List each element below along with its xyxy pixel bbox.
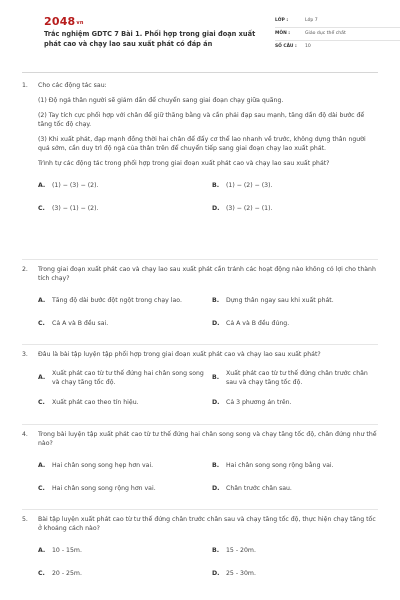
option-text: (3) − (1) − (2).	[52, 204, 99, 212]
logo-text: 2048	[44, 15, 76, 28]
meta-value: 10	[305, 44, 311, 50]
option-letter: A.	[38, 181, 46, 189]
option-letter: A.	[38, 374, 46, 382]
question-number: 1.	[22, 82, 28, 89]
option-text: Cả 3 phương án trên.	[226, 398, 292, 406]
option-letter: B.	[212, 546, 220, 554]
option-a[interactable]	[38, 455, 204, 478]
question-2	[22, 266, 378, 336]
site-logo[interactable]	[44, 14, 84, 30]
option-d[interactable]	[212, 198, 378, 221]
option-text: Xuất phát cao theo tín hiệu.	[52, 398, 139, 406]
option-letter: C.	[38, 484, 45, 492]
options	[38, 175, 378, 221]
meta-row-subject	[275, 28, 400, 41]
meta-value: Lớp 7	[305, 17, 318, 23]
option-text: Cả A và B đều đúng.	[226, 319, 290, 327]
option-text: Hai chân song song rộng hơn vai.	[52, 484, 156, 492]
option-text: Dựng thân ngay sau khi xuất phát.	[226, 296, 334, 304]
meta-row-count	[275, 41, 400, 54]
option-text: Tăng độ dài bước đột ngột trong chạy lao.	[52, 296, 182, 304]
question-separator	[22, 259, 378, 260]
question-text: Trong bài luyện tập xuất phát cao từ tư thế đứng hai chân song song và chạy tăng tốc độ, chân đứng như thế nào?	[38, 431, 377, 447]
option-c[interactable]	[38, 198, 204, 221]
question-text: Đâu là bài tập luyện tập phối hợp trong giai đoạn xuất phát cao và chạy lao sau xuất phát?	[38, 351, 321, 358]
option-text: (1) − (2) − (3).	[226, 181, 273, 189]
logo-suffix: vn	[76, 20, 84, 26]
option-text: 25 - 30m.	[226, 569, 256, 577]
option-letter: D.	[212, 398, 220, 406]
option-letter: A.	[38, 461, 46, 469]
question-number: 5.	[22, 516, 28, 523]
question-separator	[22, 344, 378, 345]
option-d[interactable]	[212, 478, 378, 501]
option-text: (1) − (3) − (2).	[52, 181, 99, 189]
question-number: 3.	[22, 351, 28, 358]
option-text: Xuất phát cao từ tư thế đứng hai chân song song và chạy tăng tốc độ.	[52, 370, 204, 386]
option-b[interactable]	[212, 290, 378, 313]
option-text: Hai chân song song rộng bằng vai.	[226, 461, 334, 469]
option-d[interactable]	[212, 563, 378, 586]
question-text: Cho các động tác sau:	[38, 82, 107, 89]
question-text: Trong giai đoạn xuất phát cao và chạy lao sau xuất phát cần tránh các hoạt động nào không có lợi cho thành tích chạy?	[38, 266, 376, 282]
option-d[interactable]	[212, 313, 378, 336]
options	[38, 366, 378, 415]
option-b[interactable]	[212, 366, 378, 392]
meta-row-class	[275, 15, 400, 28]
statement: (3) Khi xuất phát, đạp mạnh đồng thời hai chân để đẩy cơ thể lao nhanh về trước, không dựng thân người quá sớm, cần duy trì độ ngả của thân trên để chuyển tiếp sang giai đoạn chạy lao xuất phát.	[38, 135, 366, 152]
statement: (2) Tay tích cực phối hợp với chân để giữ thăng bằng và cần phải đạp sau mạnh, tăng dần độ dài bước để tăng tốc độ chạy.	[38, 111, 365, 128]
question-5	[22, 516, 378, 586]
option-text: Cả A và B đều sai.	[52, 319, 109, 327]
option-letter: D.	[212, 484, 220, 492]
option-c[interactable]	[38, 563, 204, 586]
header	[22, 0, 378, 66]
option-letter: B.	[212, 461, 220, 469]
option-letter: B.	[212, 181, 220, 189]
meta-label: MÔN :	[275, 30, 291, 36]
meta-label: LỚP :	[275, 17, 289, 23]
option-text: (3) − (2) − (1).	[226, 204, 273, 212]
options	[38, 540, 378, 586]
option-letter: C.	[38, 569, 45, 577]
option-letter: D.	[212, 204, 220, 212]
option-text: Xuất phát cao từ tư thế đứng chân trước chân sau và chạy tăng tốc độ.	[226, 370, 368, 386]
option-letter: A.	[38, 296, 46, 304]
option-a[interactable]	[38, 366, 204, 392]
option-text: 20 - 25m.	[52, 569, 82, 577]
option-d[interactable]	[212, 392, 378, 415]
meta-box	[275, 15, 400, 54]
option-letter: A.	[38, 546, 46, 554]
question-separator	[22, 424, 378, 425]
option-text: Hai chân song song hẹp hơn vai.	[52, 461, 154, 469]
question-3	[22, 351, 378, 415]
question-text: Bài tập luyện xuất phát cao từ tư thế đứng chân trước chân sau và chạy tăng tốc độ, thực hiện chạy tăng tốc ở khoảng cách nào?	[38, 516, 376, 532]
option-b[interactable]	[212, 175, 378, 198]
option-c[interactable]	[38, 392, 204, 415]
header-divider	[22, 72, 378, 73]
option-text: Chân trước chân sau.	[226, 484, 292, 492]
option-a[interactable]	[38, 540, 204, 563]
meta-label: SỐ CÂU :	[275, 44, 297, 50]
option-text: 15 - 20m.	[226, 546, 256, 554]
meta-value: Giáo dục thể chất	[305, 30, 346, 36]
option-letter: D.	[212, 569, 220, 577]
question-prompt: Trình tự các động tác trong phối hợp trong giai đoạn xuất phát cao và chạy lao sau xuất phát?	[38, 159, 330, 167]
options	[38, 455, 378, 501]
question-1	[22, 82, 378, 221]
option-c[interactable]	[38, 313, 204, 336]
document-title: Trắc nghiệm GDTC 7 Bài 1. Phối hợp trong giai đoạn xuất phát cao và chạy lao sau xuất phát có đáp án	[44, 30, 256, 48]
option-letter: C.	[38, 319, 45, 327]
option-letter: D.	[212, 319, 220, 327]
question-number: 4.	[22, 431, 28, 438]
option-letter: B.	[212, 374, 220, 382]
option-a[interactable]	[38, 290, 204, 313]
question-separator	[22, 509, 378, 510]
option-letter: B.	[212, 296, 220, 304]
statement: (1) Độ ngả thân người sẽ giảm dần để chuyển sang giai đoạn chạy giữa quãng.	[38, 96, 284, 104]
option-letter: C.	[38, 398, 45, 406]
option-text: 10 - 15m.	[52, 546, 82, 554]
option-b[interactable]	[212, 455, 378, 478]
question-4	[22, 431, 378, 501]
option-c[interactable]	[38, 478, 204, 501]
question-number: 2.	[22, 266, 28, 273]
options	[38, 290, 378, 336]
option-a[interactable]	[38, 175, 204, 198]
option-letter: C.	[38, 204, 45, 212]
option-b[interactable]	[212, 540, 378, 563]
